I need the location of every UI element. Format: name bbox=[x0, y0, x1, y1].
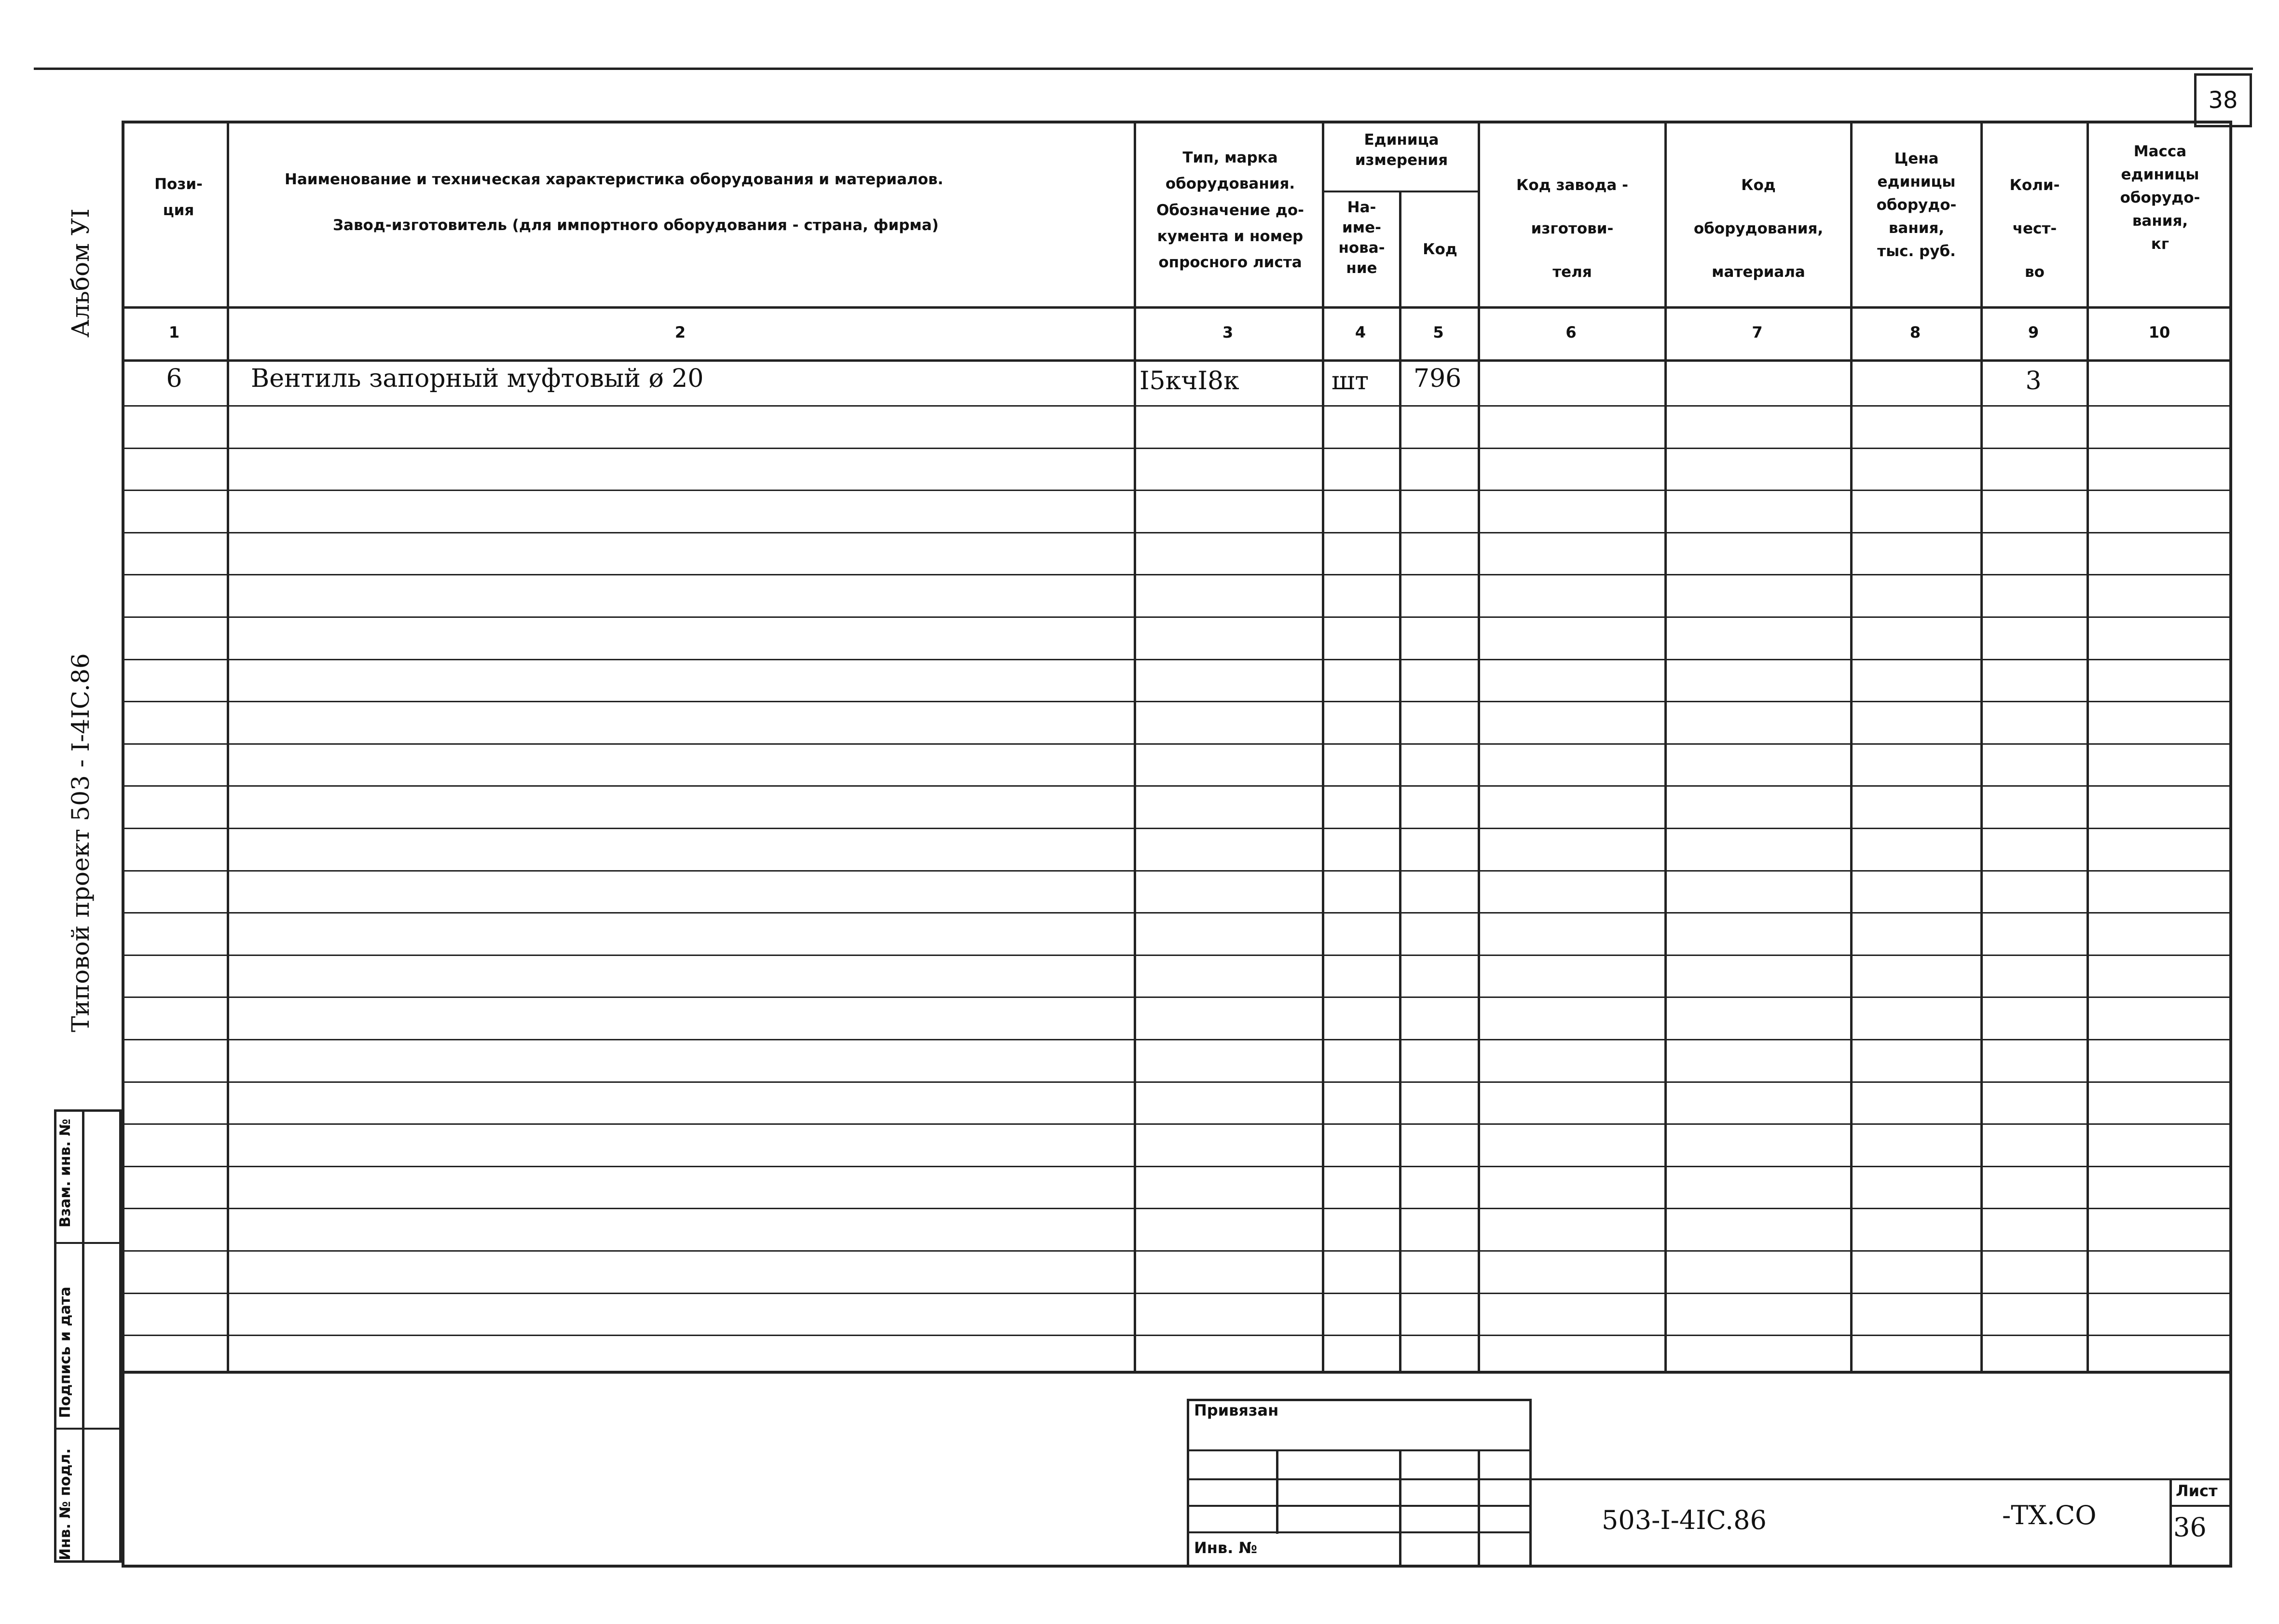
table-row-line bbox=[122, 785, 2232, 787]
header-type: Тип, марка оборудования. Обозначение до- кумента и номер опросного листа bbox=[1156, 149, 1304, 271]
header-unit-name: На- име- нова- ние bbox=[1338, 199, 1385, 277]
header-unit-mass: Масса единицы оборудо- вания, кг bbox=[2120, 143, 2200, 253]
stamp-vzam-inv: Взам. инв. № bbox=[57, 1119, 74, 1228]
row-unit: шт bbox=[1332, 367, 1369, 396]
header-quantity: Коли- чест- во bbox=[2009, 177, 2060, 281]
inv-no-label: Инв. № bbox=[1194, 1539, 1257, 1557]
table-row-line bbox=[122, 912, 2232, 914]
top-sheet-number: 38 bbox=[2194, 73, 2252, 127]
header-unit-price: Цена единицы оборудо- вания, тыс. руб. bbox=[1876, 150, 1957, 260]
privyazan-label: Привязан bbox=[1194, 1401, 1279, 1419]
colnum-9: 9 bbox=[2028, 323, 2039, 341]
table-row-line bbox=[122, 1335, 2232, 1336]
sheet-label: Лист bbox=[2176, 1482, 2218, 1500]
table-row-line bbox=[122, 1039, 2232, 1040]
colnum-8: 8 bbox=[1909, 323, 1921, 341]
album-label: Альбом УI bbox=[67, 208, 95, 338]
table-row-line bbox=[122, 1250, 2232, 1252]
document-suffix: -ТХ.СО bbox=[2002, 1500, 2097, 1530]
colnum-3: 3 bbox=[1222, 323, 1234, 341]
colnum-5: 5 bbox=[1433, 323, 1444, 341]
header-equipment-code: Код оборудования, материала bbox=[1693, 177, 1824, 281]
table-row-line bbox=[122, 955, 2232, 956]
table-row-line bbox=[122, 1166, 2232, 1167]
header-unit-code: Код bbox=[1423, 241, 1457, 258]
colnum-10: 10 bbox=[2148, 323, 2170, 341]
table-bottom-line bbox=[122, 1371, 2232, 1374]
sheet-number: 36 bbox=[2173, 1512, 2207, 1542]
colnum-2: 2 bbox=[674, 323, 686, 341]
colnum-1: 1 bbox=[168, 323, 180, 341]
table-row-line bbox=[122, 1123, 2232, 1125]
table-row-line bbox=[122, 1208, 2232, 1209]
header-name-line1: Наименование и техническая характеристика оборудования и материалов. bbox=[285, 171, 944, 188]
stamp-sign-date: Подпись и дата bbox=[57, 1286, 74, 1418]
row-quantity: 3 bbox=[2025, 367, 2042, 396]
colnum-7: 7 bbox=[1752, 323, 1763, 341]
row-name: Вентиль запорный муфтовый ø 20 bbox=[251, 364, 704, 393]
table-row-line bbox=[122, 828, 2232, 829]
table-row-line bbox=[122, 532, 2232, 533]
table-row-line bbox=[122, 490, 2232, 491]
table-row-line bbox=[122, 996, 2232, 998]
stamp-inv-podl: Инв. № подл. bbox=[57, 1448, 74, 1560]
colnum-4: 4 bbox=[1355, 323, 1366, 341]
top-rule bbox=[34, 68, 2253, 70]
header-factory-code: Код завода - изготови- теля bbox=[1516, 177, 1628, 281]
header-position: Пози- ция bbox=[154, 176, 203, 219]
table-row-line bbox=[122, 405, 2232, 407]
document-code: 503-I-4IC.86 bbox=[1602, 1505, 1767, 1535]
table-row-line bbox=[122, 1081, 2232, 1083]
table-row-line bbox=[122, 1293, 2232, 1294]
table-row-line bbox=[122, 743, 2232, 745]
row-unit-code: 796 bbox=[1414, 364, 1462, 393]
colnum-6: 6 bbox=[1565, 323, 1577, 341]
header-unit-group: Единица измерения bbox=[1355, 131, 1448, 169]
project-label: Типовой проект 503 - I-4IC.86 bbox=[67, 653, 95, 1032]
header-name-line2: Завод-изготовитель (для импортного оборудования - страна, фирма) bbox=[333, 217, 939, 234]
table-row-line bbox=[122, 448, 2232, 449]
table-row-line bbox=[122, 574, 2232, 575]
table-row-line bbox=[122, 701, 2232, 702]
row-position: 6 bbox=[166, 364, 182, 393]
table-row-line bbox=[122, 870, 2232, 872]
table-row-line bbox=[122, 616, 2232, 618]
row-type: I5кчI8к bbox=[1140, 367, 1239, 396]
table-row-line bbox=[122, 659, 2232, 660]
